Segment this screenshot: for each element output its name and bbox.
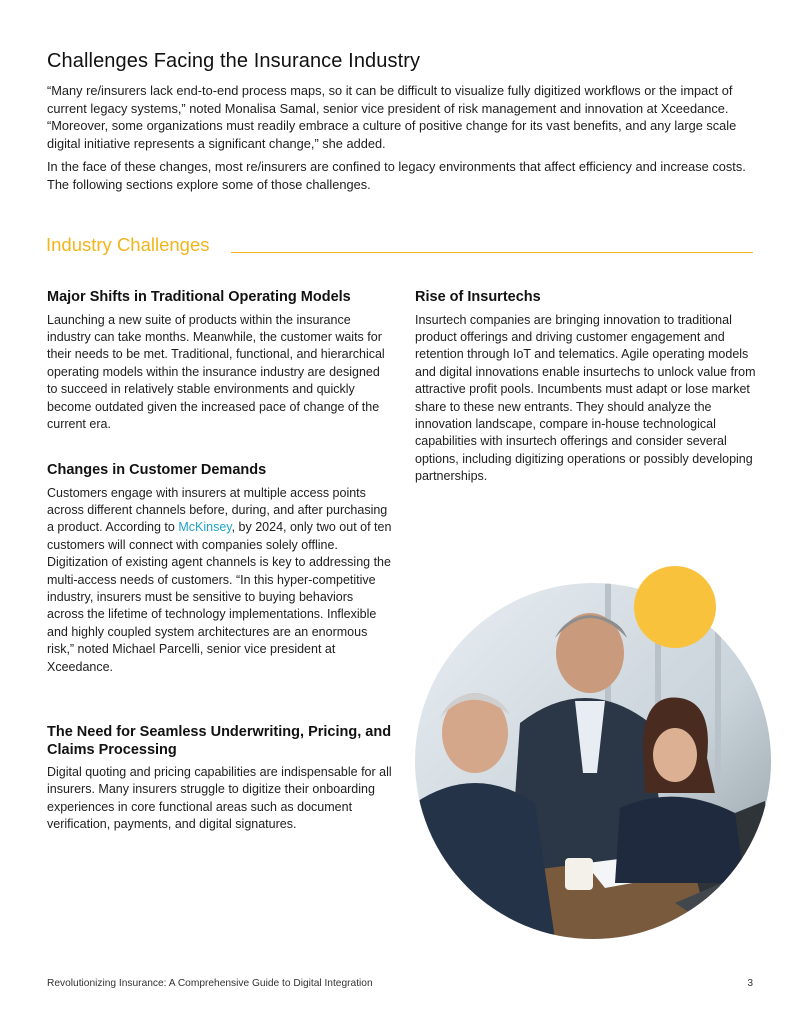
intro-section	[47, 82, 759, 199]
seamless-underwriting-block	[47, 724, 392, 834]
operating-models-heading: Major Shifts in Traditional Operating Models	[47, 289, 351, 305]
customer-demands-heading: Changes in Customer Demands	[47, 462, 267, 478]
seamless-underwriting-heading: The Need for Seamless Underwriting, Pricing, and Claims Processing	[47, 724, 392, 758]
intro-paragraph-summary: In the face of these changes, most re/insurers are confined to legacy environments that affect efficiency and increase costs. The following sections explore some of those challenges.	[47, 159, 746, 192]
insurtechs-block	[415, 289, 760, 486]
customer-demands-body-end: , by 2024, only two out of ten customers will connect with companies solely offline. Digitization of existing agent channels is key to addressing the multi-access needs of customers. “In this hyper-competitive industry, insurers must be sensitive to buying behaviors across the lifetime of technology implementations. Inflexible and highly coupled system architectures are an enormous risk,” noted Michael Parcelli, senior vice president at Xceedance.	[47, 520, 392, 674]
decorative-yellow-circle	[634, 566, 716, 648]
footer-document-title: Revolutionizing Insurance: A Comprehensive Guide to Digital Integration	[47, 978, 373, 989]
intro-paragraph-quote: “Many re/insurers lack end-to-end process maps, so it can be difficult to visualize fully digitized workflows or the impact of current legacy systems,” noted Monalisa Samal, senior vice president of risk management and innovation at Xceedance. “Moreover, some organizations must readily embrace a culture of positive change for its vast benefits, and any large scale digital initiative represents a significant change,” she added.	[47, 83, 737, 151]
mckinsey-link[interactable]: McKinsey	[178, 520, 232, 535]
customer-demands-block	[47, 462, 392, 676]
business-meeting-photo	[415, 583, 771, 939]
operating-models-body: Launching a new suite of products within the insurance industry can take months. Meanwhile, the customer waits for their needs to be met. Traditional, functional, and hierarchical operating models within the insurance industry are designed to succeed in relatively stable environments and quickly become outdated given the increased pace of change of the current era.	[47, 312, 385, 431]
customer-demands-body-start: Customers engage with insurers at multiple access points across different channels before, during, and after purchasing a product. According to	[47, 485, 388, 535]
customer-demands-body	[47, 485, 392, 676]
insurtechs-heading: Rise of Insurtechs	[415, 289, 541, 305]
page-title: Challenges Facing the Insurance Industry	[47, 50, 421, 72]
insurtechs-body: Insurtech companies are bringing innovation to traditional product offerings and driving customer engagement and retention through IoT and telematics. Agile operating models and digital innovations enable insurtechs to unlock value from attractive profit pools. Incumbents must adapt or lose market share to these new entrants. They should analyze the innovation landscape, compare in-house technological capabilities with insurtech offerings and consider several options, including digitizing operations or possibly developing partnerships.	[415, 312, 756, 484]
page-number: 3	[747, 978, 753, 989]
seamless-underwriting-body: Digital quoting and pricing capabilities are indispensable for all insurers. Many insurers struggle to digitize their onboarding experiences in core functional areas such as document verification, payments, and digital signatures.	[47, 765, 392, 832]
section-divider	[231, 252, 753, 253]
operating-models-block	[47, 289, 392, 433]
section-heading: Industry Challenges	[46, 234, 210, 255]
